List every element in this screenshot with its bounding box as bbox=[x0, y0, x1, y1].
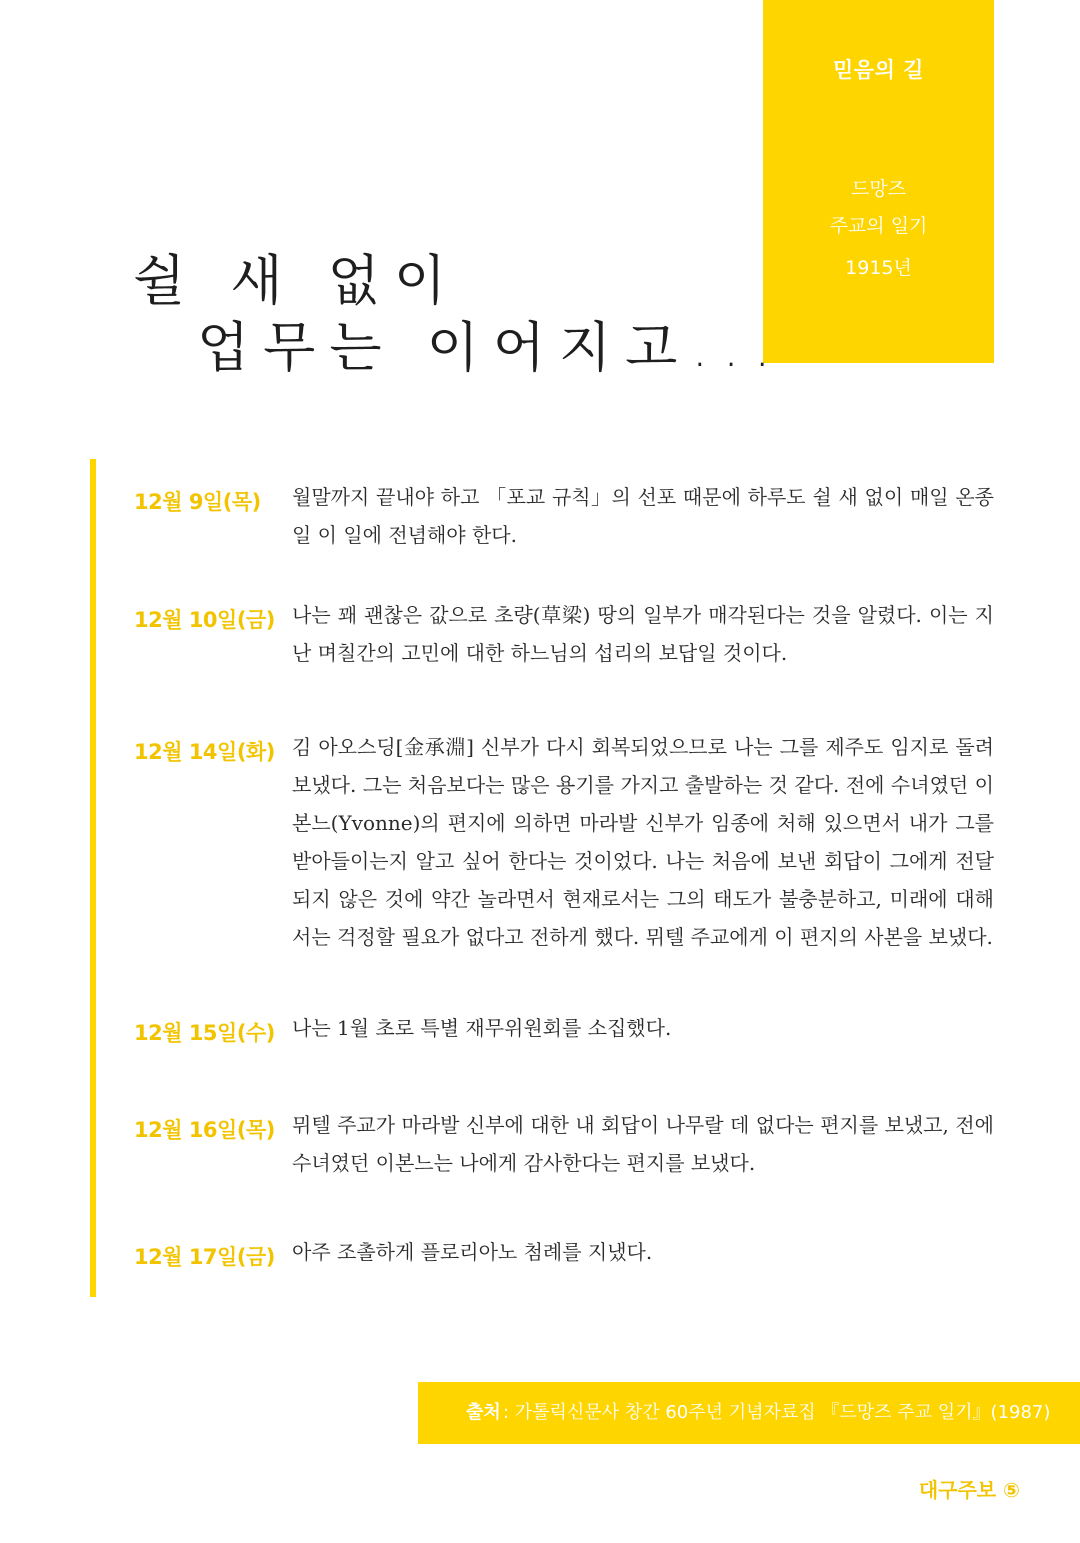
entry-text: 김 아오스딩[金承淵] 신부가 다시 회복되었으므로 나는 그를 제주도 임지로 돌려보냈다. 그는 처음보다는 많은 용기를 가지고 출발하는 것 같다. 전에 수녀였던 이본느(Yvonne)의 편지에 의하면 마라발 신부가 임종에 처해 있으면서 내가 그를 받아들이는지 알고 싶어 한다는 것이었다. 나는 처음에 보낸 회답이 그에게 전달되지 않은 것에 약간 놀라면서 현재로서는 그의 태도가 불충분하고, 미래에 대해서는 걱정할 필요가 없다고 전하게 했다. 뮈텔 주교에게 이 편지의 사본을 보냈다. bbox=[292, 735, 994, 949]
entry-date: 12월 16일(목) bbox=[134, 1118, 275, 1142]
entry-text: 월말까지 끝내야 하고 「포교 규칙」의 선포 때문에 하루도 쉴 새 없이 매일 온종일 이 일에 전념해야 한다. bbox=[292, 485, 994, 547]
source-label: 출처 bbox=[466, 1402, 501, 1423]
headline-line-2: 업무는 이어지고... bbox=[197, 316, 785, 379]
entry-date: 12월 15일(수) bbox=[134, 1021, 275, 1045]
entry-date: 12월 17일(금) bbox=[134, 1245, 275, 1269]
entry-date: 12월 9일(목) bbox=[134, 490, 261, 514]
source-citation: : 가톨릭신문사 창간 60주년 기념자료집 『드망즈 주교 일기』(1987) bbox=[503, 1402, 1051, 1423]
source-bar bbox=[418, 1382, 1080, 1444]
subtitle-title: 주교의 일기 bbox=[829, 215, 928, 237]
entry-text: 나는 1월 초로 특별 재무위원회를 소집했다. bbox=[292, 1016, 672, 1040]
series-banner bbox=[763, 0, 994, 363]
entry-date: 12월 14일(화) bbox=[134, 740, 275, 764]
subtitle-year: 1915년 bbox=[845, 257, 912, 279]
entry-text: 나는 꽤 괜찮은 값으로 초량(草梁) 땅의 일부가 매각된다는 것을 알렸다. 이는 지난 며칠간의 고민에 대한 하느님의 섭리의 보답일 것이다. bbox=[292, 603, 994, 665]
entry-text: 아주 조촐하게 플로리아노 첨례를 지냈다. bbox=[292, 1240, 653, 1264]
subtitle-author: 드망즈 bbox=[850, 178, 907, 200]
entry-text: 뮈텔 주교가 마라발 신부에 대한 내 회답이 나무랄 데 없다는 편지를 보냈고, 전에 수녀였던 이본느는 나에게 감사한다는 편지를 보냈다. bbox=[292, 1113, 994, 1175]
entry-date: 12월 10일(금) bbox=[134, 608, 275, 632]
publication-footer: 대구주보 ⑤ bbox=[918, 1478, 1020, 1502]
timeline-bar bbox=[90, 459, 96, 1297]
series-label: 믿음의 길 bbox=[833, 58, 924, 82]
headline-line-1: 쉴 새 없이 bbox=[133, 249, 460, 312]
